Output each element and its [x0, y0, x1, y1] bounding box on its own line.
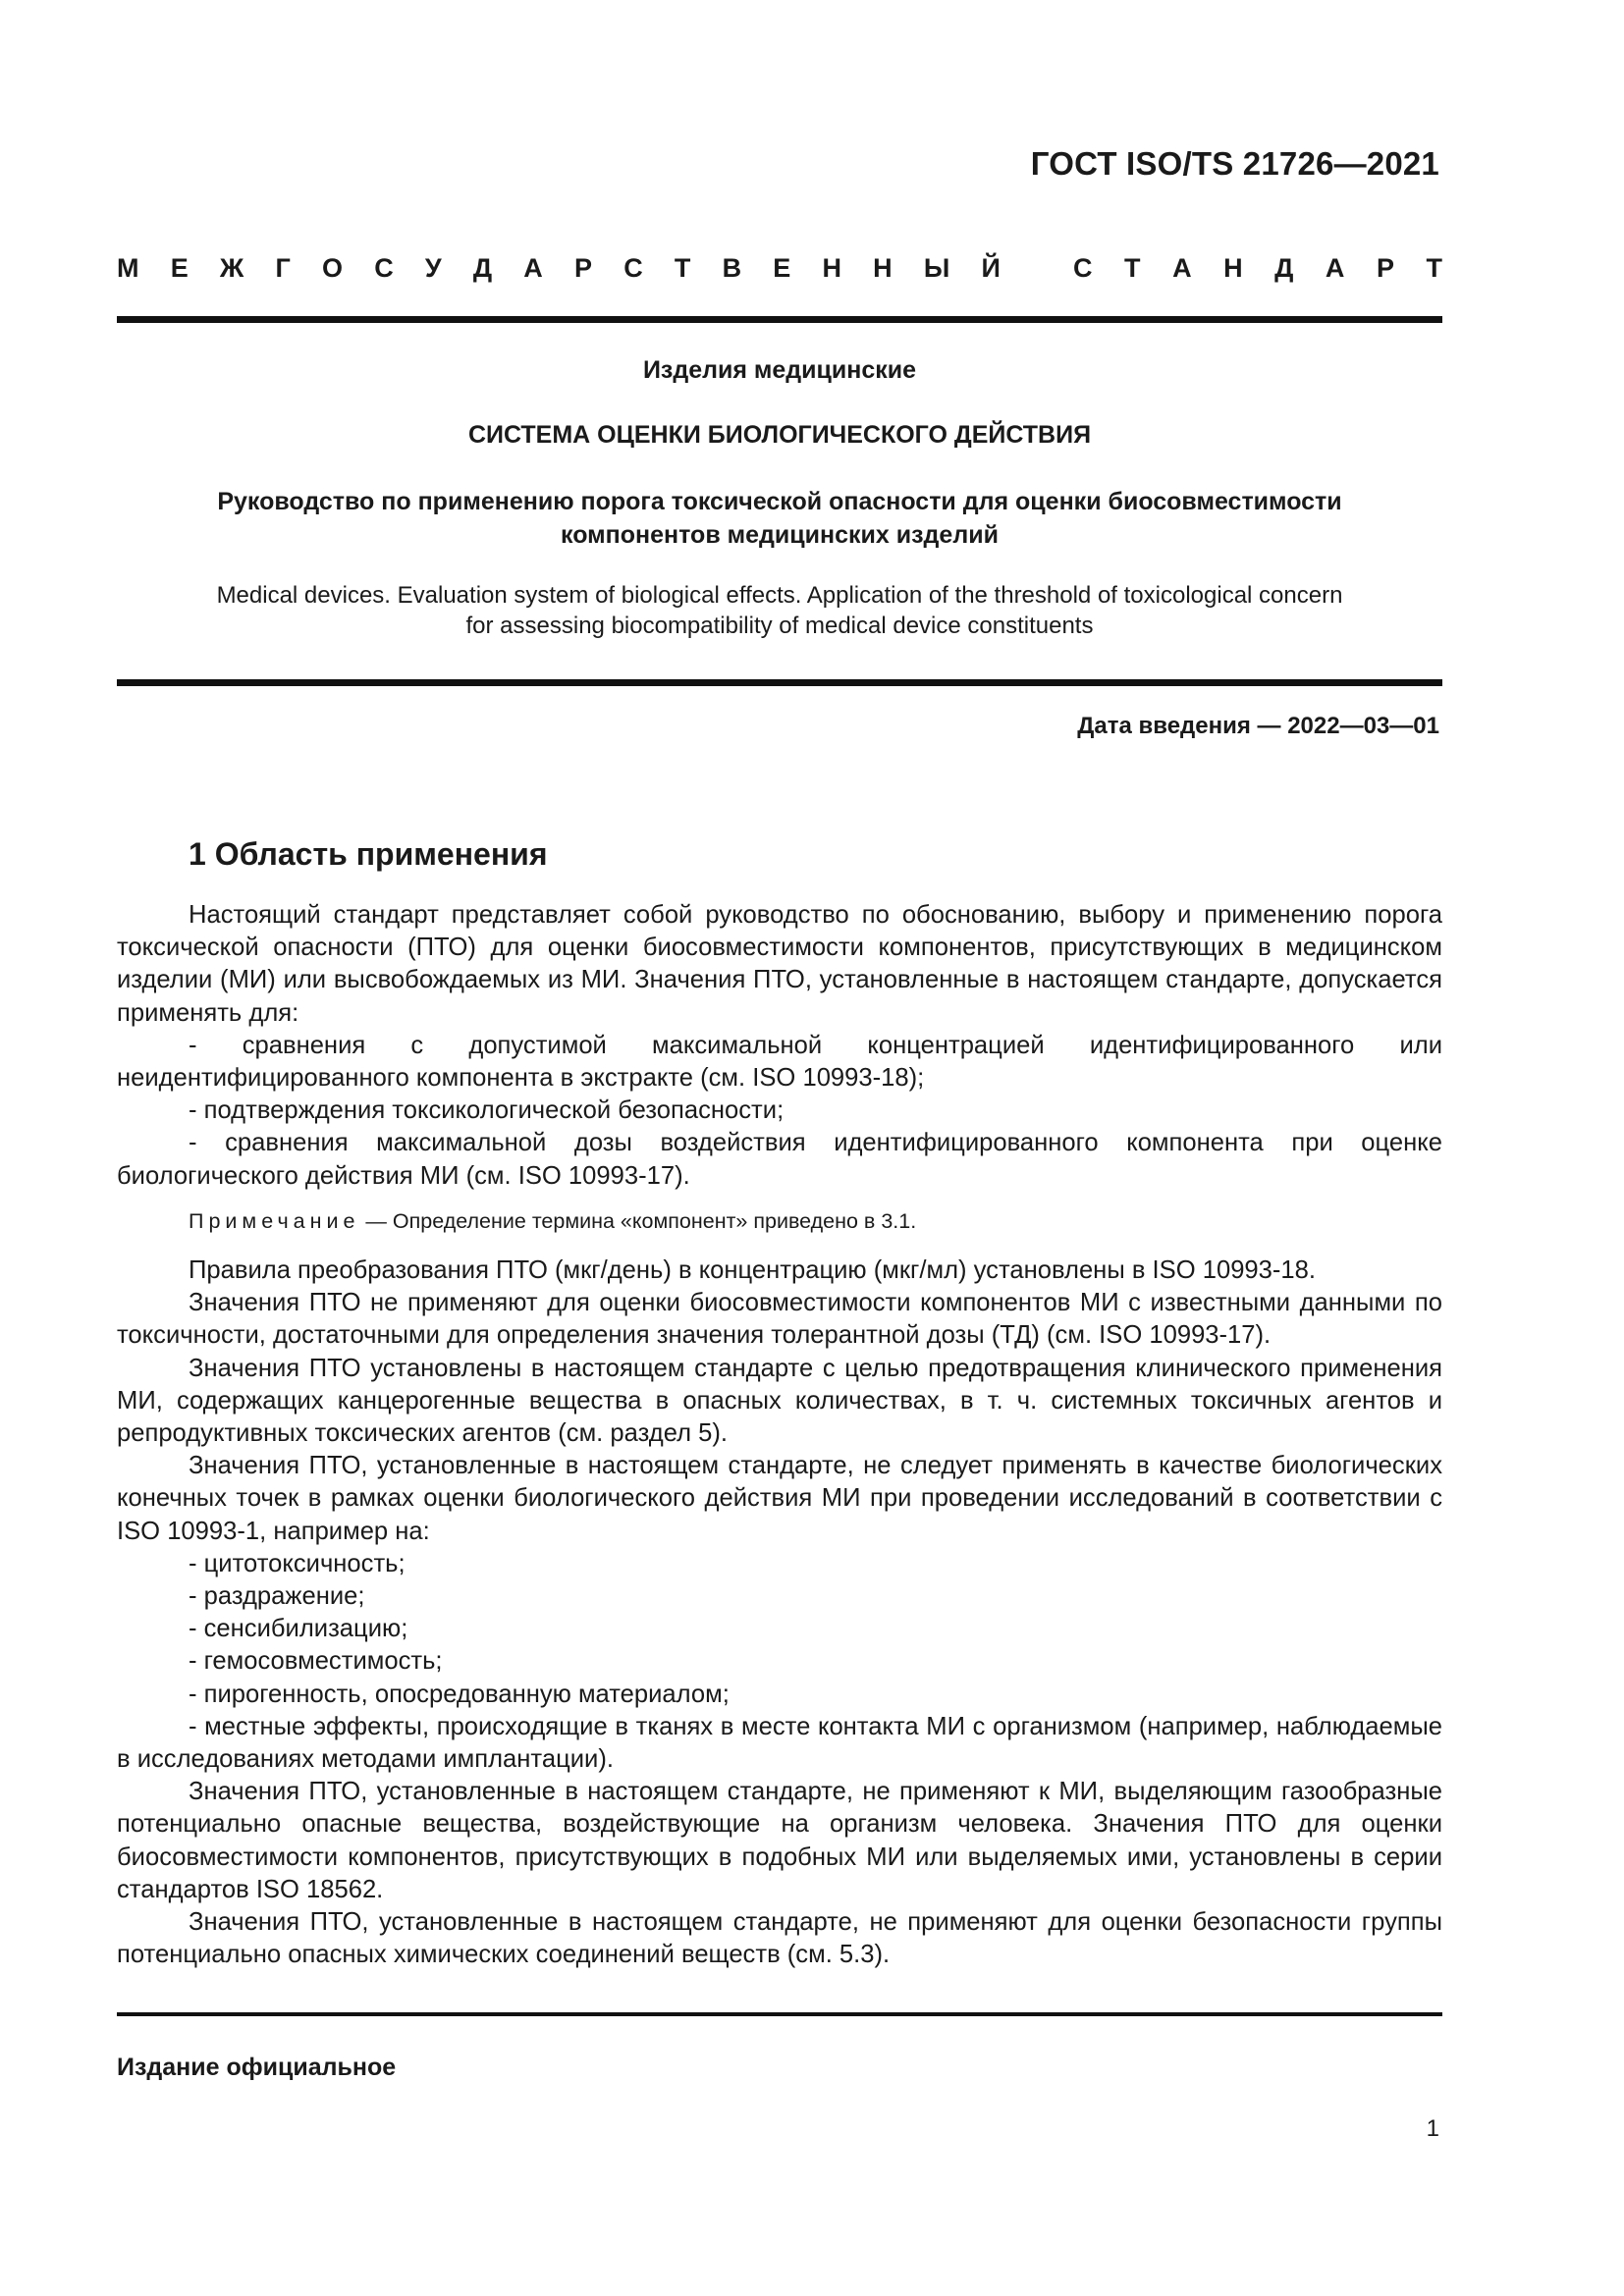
note	[117, 1205, 1442, 1238]
interstate-standard-heading	[117, 253, 1442, 284]
paragraph: Значения ПТО установлены в настоящем стандарте с целью предотвращения клинического применения МИ, содержащих канцерогенные вещества в опасных количествах, в т. ч. системных токсичных агентов и репродуктивных токсических агентов (см. раздел 5).	[117, 1354, 1442, 1448]
paragraph: Правила преобразования ПТО (мкг/день) в концентрацию (мкг/мл) установлены в ISO 10993-18.	[189, 1256, 1317, 1285]
page-number: 1	[1426, 2115, 1439, 2142]
list-item: - раздражение;	[189, 1582, 365, 1611]
paragraph: Значения ПТО, установленные в настоящем стандарте, не следует применять в качестве биологических конечных точек в рамках оценки биологического действия МИ при проведении исследований в соответствии с ISO 10993-1, например на:	[117, 1452, 1442, 1545]
title-system: СИСТЕМА ОЦЕНКИ БИОЛОГИЧЕСКОГО ДЕЙСТВИЯ	[467, 421, 1092, 449]
note-label: Примечание	[189, 1208, 360, 1233]
paragraph: Значения ПТО, установленные в настоящем стандарте, не применяют к МИ, выделяющим газообразные потенциально опасные вещества, воздействующие на организм человека. Значения ПТО для оценки биосовместимости компонентов, присутствующих в подобных МИ или выделяемых ими, установлены в серии стандартов ISO 18562.	[117, 1778, 1442, 1903]
footer-divider	[117, 2012, 1442, 2016]
paragraph: Значения ПТО, установленные в настоящем стандарте, не применяют для оценки безопасности группы потенциально опасных химических соединений веществ (см. 5.3).	[117, 1908, 1442, 1969]
note-text: — Определение термина «компонент» приведено в 3.1.	[359, 1208, 917, 1233]
list-item: - гемосовместимость;	[189, 1647, 443, 1676]
standard-word: С Т А Н Д А Р Т	[1073, 253, 1442, 283]
official-edition-label: Издание официальное	[117, 2054, 397, 2081]
document-code: ГОСТ ISO/TS 21726—2021	[1030, 145, 1439, 182]
section-body	[117, 899, 1442, 1972]
title-subtitle: Руководство по применению порога токсической опасности для оценки биосовместимости компонентов медицинских изделий	[217, 488, 1342, 549]
top-divider	[117, 316, 1442, 323]
paragraph: Значения ПТО не применяют для оценки биосовместимости компонентов МИ с известными данными по токсичности, достаточными для определения значения толерантной дозы (ТД) (см. ISO 10993-17).	[117, 1289, 1442, 1350]
list-item: - пирогенность, опосредованную материалом;	[189, 1680, 730, 1708]
list-item: - местные эффекты, происходящие в тканях в месте контакта МИ с организмом (например, наблюдаемые в исследованиях методами имплантации).	[117, 1712, 1442, 1774]
list-item: - подтверждения токсикологической безопасности;	[189, 1096, 785, 1125]
title-main: Изделия медицинские	[642, 356, 917, 384]
interstate-word: М Е Ж Г О С У Д А Р С Т В Е Н Н Ы Й	[117, 253, 1001, 283]
list-item: - сравнения с допустимой максимальной концентрацией идентифицированного или неидентифицированного компонента в экстракте (см. ISO 10993-18);	[117, 1031, 1442, 1093]
title-divider	[117, 679, 1442, 686]
paragraph: Настоящий стандарт представляет собой руководство по обоснованию, выбору и применению порога токсической опасности (ПТО) для оценки биосовместимости компонентов, присутствующих в медицинском изделии (МИ) или высвобождаемых из МИ. Значения ПТО, установленные в настоящем стандарте, допускается применять для:	[117, 901, 1442, 1027]
introduction-date: Дата введения — 2022—03—01	[1077, 713, 1439, 739]
title-english: Medical devices. Evaluation system of biological effects. Application of the threshold of toxicological concern for assessing biocompatibility of medical device constituents	[216, 582, 1343, 639]
list-item: - сравнения максимальной дозы воздействия идентифицированного компонента при оценке биологического действия МИ (см. ISO 10993-17).	[117, 1129, 1442, 1190]
list-item: - цитотоксичность;	[189, 1549, 406, 1577]
list-item: - сенсибилизацию;	[189, 1615, 408, 1643]
section-heading: 1 Область применения	[189, 836, 548, 872]
